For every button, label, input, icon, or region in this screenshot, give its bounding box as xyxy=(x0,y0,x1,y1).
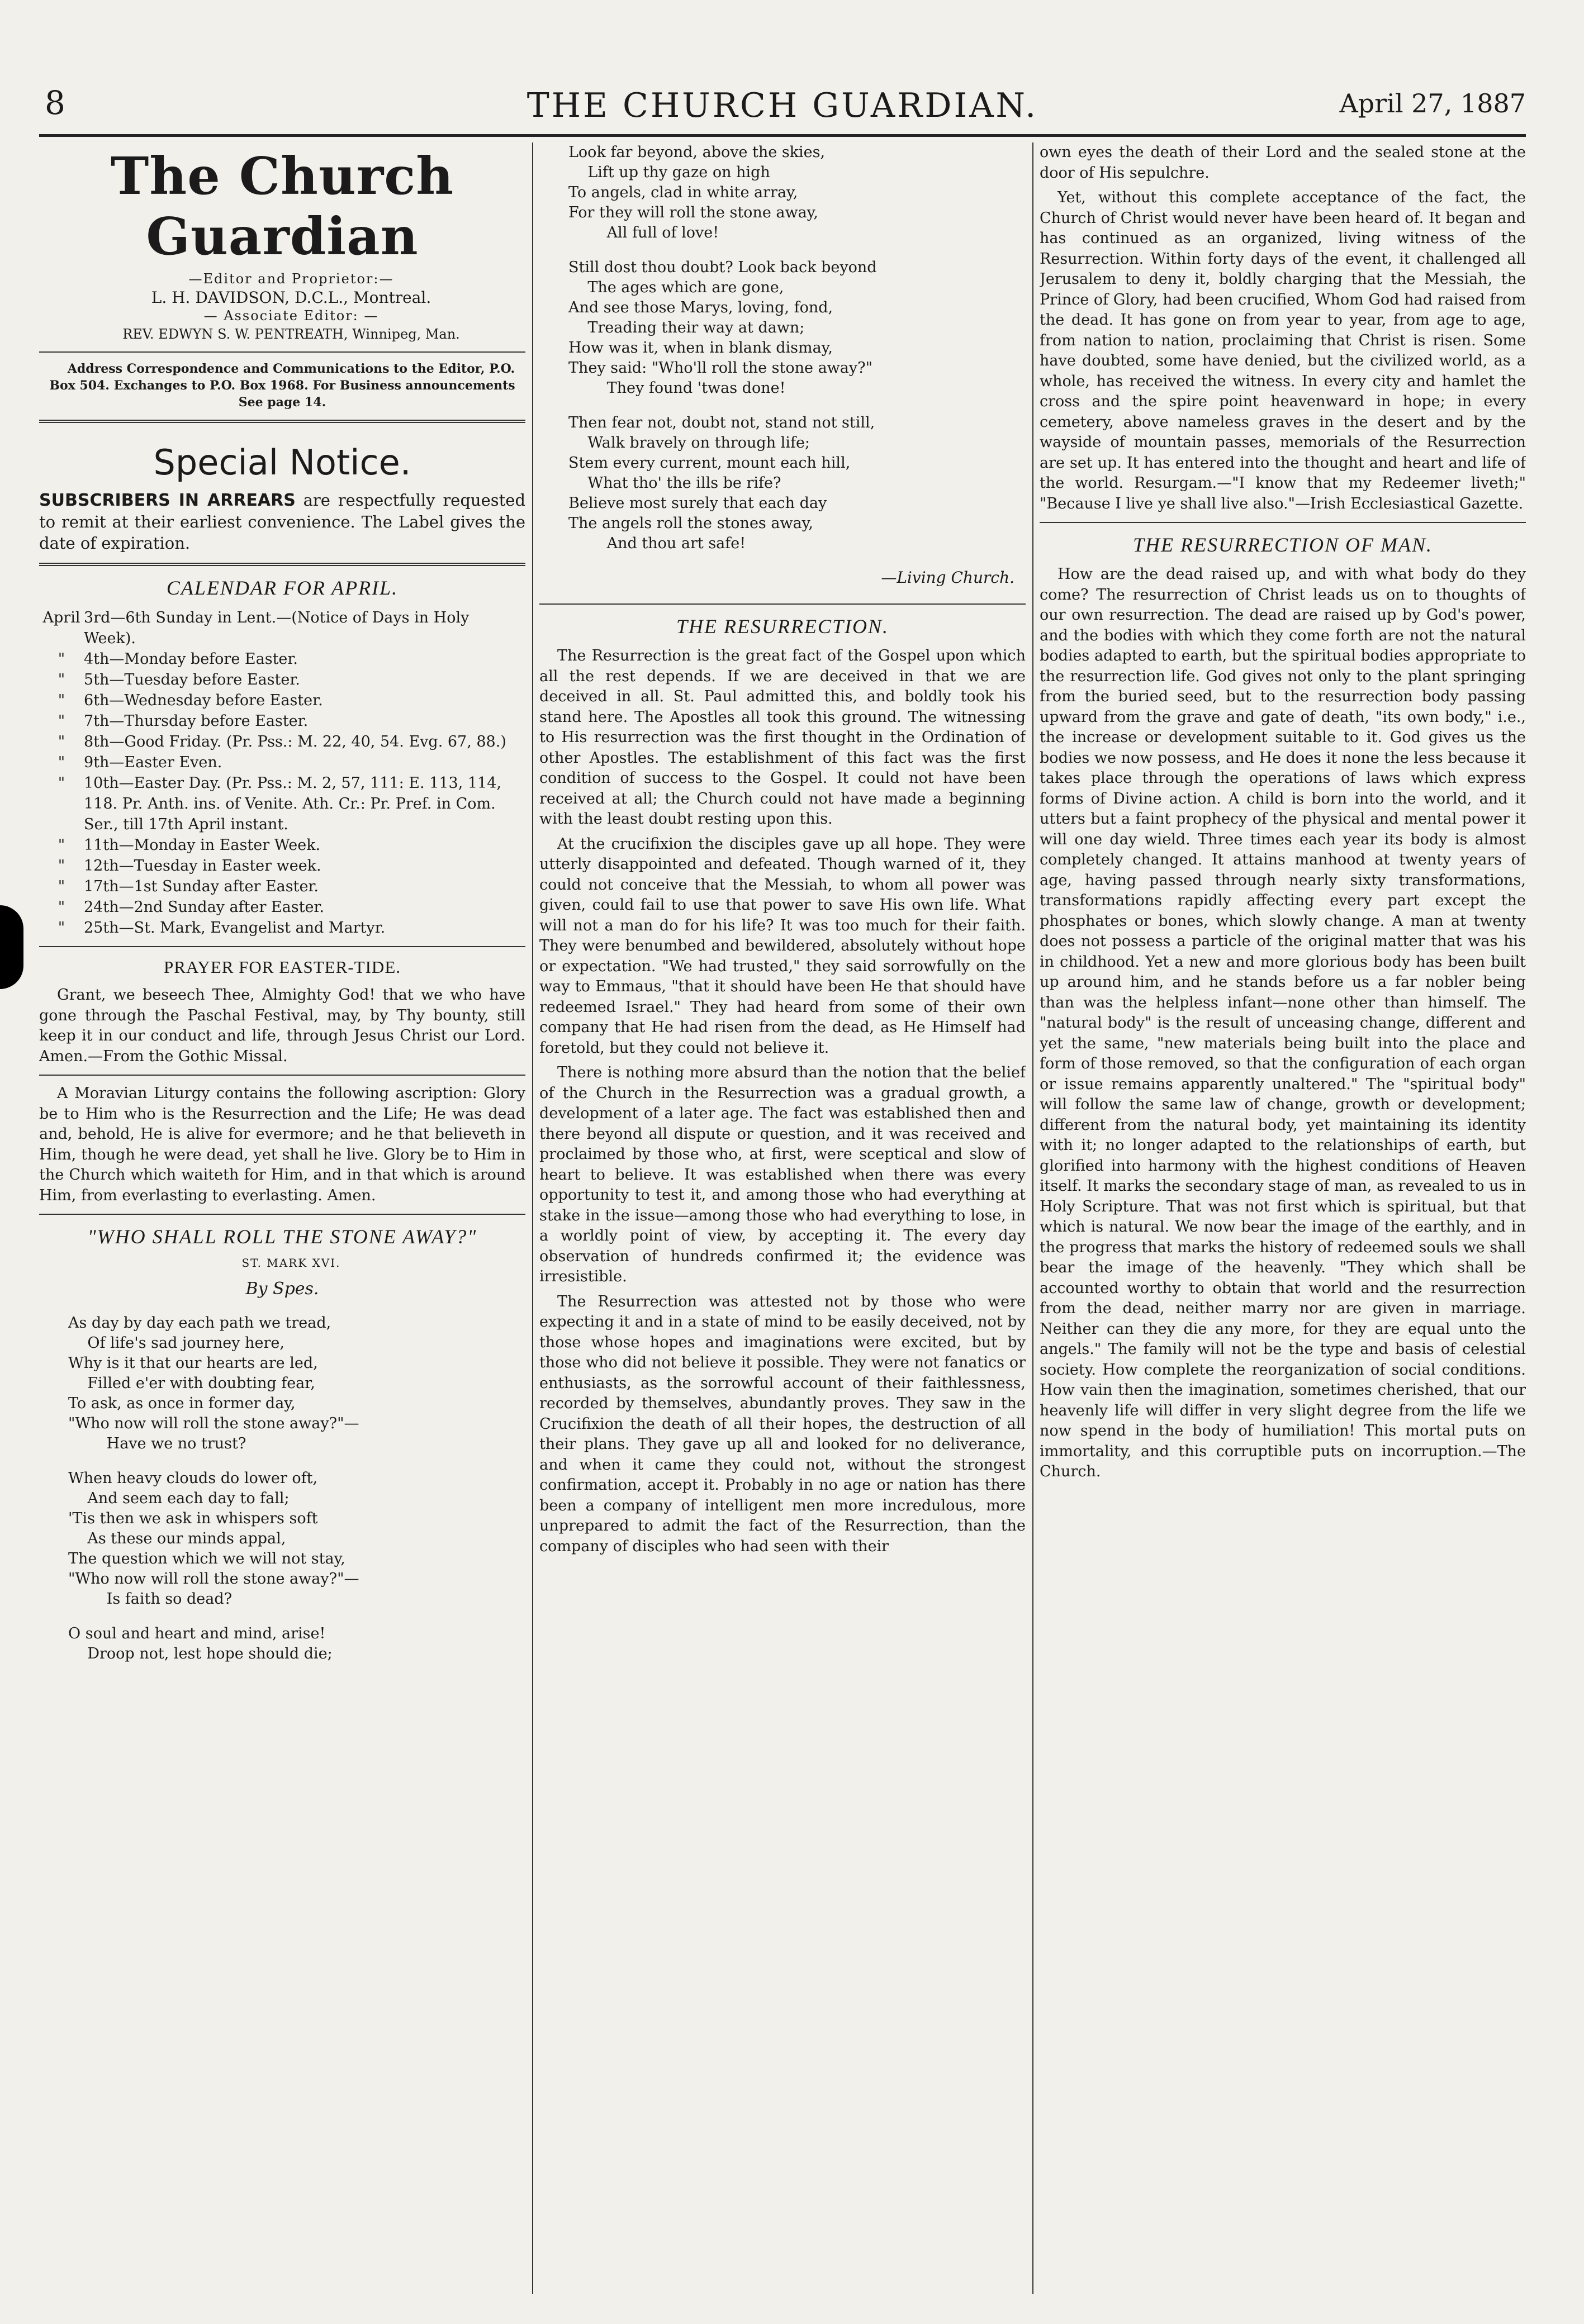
notice-title: Special Notice. xyxy=(153,442,411,483)
poem-line: Believe most surely that each day xyxy=(568,495,827,512)
calendar-row-text: 4th—Monday before Easter. xyxy=(84,650,298,668)
poem-line: And see those Marys, loving, fond, xyxy=(568,299,833,316)
calendar-row-text: 5th—Tuesday before Easter. xyxy=(84,671,300,688)
notice-lead: SUBSCRIBERS IN ARREARS xyxy=(39,491,296,510)
calendar-row-label: " xyxy=(58,919,65,937)
poem-line: When heavy clouds do lower oft, xyxy=(68,1469,318,1487)
editor-name: L. H. DAVIDSON, D.C.L., Montreal. xyxy=(151,288,431,307)
poem-stanza xyxy=(50,1624,525,1664)
resurrection-of-man-title: THE RESURRECTION OF MAN. xyxy=(1133,534,1433,556)
associate-name: REV. EDWYN S. W. PENTREATH, Winnipeg, Man. xyxy=(122,326,460,342)
calendar-row-text: 12th—Tuesday in Easter week. xyxy=(84,857,321,875)
column-divider xyxy=(532,142,533,2294)
article-paragraph: own eyes the death of their Lord and the sealed stone at the door of His sepulchre. xyxy=(1040,144,1526,182)
calendar-row xyxy=(39,607,525,649)
poem-line: "Who now will roll the stone away?"— xyxy=(68,1570,359,1588)
calendar-row xyxy=(39,690,525,711)
article-paragraph: At the crucifixion the disciples gave up all hope. They were utterly disappointed and defeated. Though warned of it, they could not conceive that the Messiah, to whom all power was given, could fail to use that power to save His own life. What will not a man do for his life? It was too much for their faith. They were benumbed and bewildered, absolutely without hope or expectation. "We had trusted," they said sorrowfully on the way to Emmaus, "that it should have been He that should have redeemed Israel." They had heard from some of their own company that He had risen from the dead, as He Himself had foretold, but they could not believe it. xyxy=(539,835,1026,1057)
poem-line: As these our minds appal, xyxy=(68,1529,286,1547)
poem-line: Of life's sad journey here, xyxy=(68,1334,284,1352)
poem-line: To angels, clad in white array, xyxy=(568,184,798,201)
calendar-row-text: 7th—Thursday before Easter. xyxy=(84,712,309,730)
calendar-row xyxy=(39,835,525,856)
calendar-row-label: " xyxy=(58,878,65,895)
masthead-title: The Church Guardian xyxy=(110,146,454,267)
ink-blot xyxy=(0,905,23,989)
calendar-row-text: 9th—Easter Even. xyxy=(84,754,222,771)
poem-stanza xyxy=(551,258,1026,398)
calendar-list xyxy=(39,607,525,938)
editor-label: —Editor and Proprietor:— xyxy=(188,271,394,287)
column-3 xyxy=(1040,142,1526,2294)
poem-line: And seem each day to fall; xyxy=(68,1489,290,1507)
poem-line: As day by day each path we tread, xyxy=(68,1314,331,1332)
poem-line: What tho' the ills be rife? xyxy=(568,474,781,492)
poem-line: They found 'twas done! xyxy=(568,379,786,397)
column-2 xyxy=(539,142,1026,2294)
poem-line: Is faith so dead? xyxy=(68,1590,233,1608)
poem-line: Look far beyond, above the skies, xyxy=(568,144,826,161)
calendar-row-text: 17th—1st Sunday after Easter. xyxy=(84,878,319,895)
article-paragraph: How are the dead raised up, and with what body do they come? The resurrection of Christ leads us on to thoughts of our own resurrection. The dead are raised up by God's power, and the bodies with which they come forth are not the natural bodies adapted to earth, but the spiritual bodies appropriate to the resurrection life. God gives not only to the plant springing from the buried seed, but to the resurrection body passing upward from the grave and gate of death, "its own body," i.e., the increase or development suitable to it. God gives us the bodies we now possess, and He does it none the less because it takes place through the operations of laws which express forms of Divine action. A child is born into the world, and it utters but a faint prophecy of the physical and mental power it will one day wield. Three times each year its body is almost completely changed. It attains manhood at twenty years of age, having passed through nearly sixty transformations, transformations rapidly affecting every part except the phosphates or bones, which slowly change. A man at twenty does not possess a particle of the original matter that was his in childhood. Yet a new and more glorious body has been built up around him, and he stands before us a far nobler being than was the helpless infant—none other than himself. The "natural body" is the result of unceasing change, different and yet the same, "new materials being built into the place and form of those removed, so that the configuration of each organ or issue remains apparently unaltered." The "spiritual body" will follow the same law of change, growth or development; different from the natural body, yet maintaining its identity with it; no longer adapted to the relationships of earth, but glorified into harmony with the highest conditions of Heaven itself. It marks the secondary stage of man, as revealed to us in Holy Scripture. That was not first which is spiritual, but that which is natural. We now bear the image of the earthly, and in the progress that marks the history of redeemed souls we shall bear the image of the heavenly. "They which shall be accounted worthy to obtain that world and the resurrection from the dead, neither marry nor are given in marriage. Neither can they die any more, for they are equal unto the angels." The family will not be the type and basis of celestial society. How complete the reorganization of social conditions. How vain then the imagination, sometimes cherished, that our heavenly life will differ in very slight degree from the life we now spend in the body of humiliation! This mortal puts on immortality, and this corruptible puts on incorruption.—The Church. xyxy=(1040,565,1526,1480)
calendar-row xyxy=(39,711,525,731)
double-rule xyxy=(39,563,525,566)
calendar-row-label: " xyxy=(58,754,65,771)
poem-stanza xyxy=(50,1313,525,1454)
prayer-text: Grant, we beseech Thee, Almighty God! that we who have gone through the Paschal Festival, may, by Thy bounty, still keep it in our conduct and life, through Jesus Christ our Lord. Amen.—From the Gothic Missal. xyxy=(39,986,525,1065)
poem-line: Filled e'er with doubting fear, xyxy=(68,1374,315,1392)
resurrection-title: THE RESURRECTION. xyxy=(676,615,889,638)
calendar-title: CALENDAR FOR APRIL. xyxy=(166,577,399,599)
calendar-row-label: " xyxy=(58,774,65,792)
notice-text xyxy=(39,489,525,554)
poem-line: All full of love! xyxy=(568,224,719,241)
article-paragraph: There is nothing more absurd than the notion that the belief of the Church in the Resurrection was a gradual growth, a development of a later age. The fact was established then and there beyond all dispute or question, and it was received and proclaimed by those who, at first, were sceptical and slow of heart to believe. It was established when there was every opportunity to test it, and among those who had everything at stake in the issue—among those who had everything to lose, in a worldly point of view, by accepting it. The every day observation of hundreds confirmed it; the evidence was irresistible. xyxy=(539,1064,1026,1285)
calendar-row xyxy=(39,669,525,690)
address-notice: Address Correspondence and Communications to the Editor, P.O. Box 504. Exchanges to P.O. Box 1968. For Business announcements See page 14. xyxy=(49,362,515,410)
poem-line: Lift up thy gaze on high xyxy=(568,164,770,181)
poem-attribution: —Living Church. xyxy=(881,568,1014,587)
rule xyxy=(39,351,525,353)
poem-line: O soul and heart and mind, arise! xyxy=(68,1624,326,1642)
poem-line: Still dost thou doubt? Look back beyond xyxy=(568,259,877,276)
poem-line: Why is it that our hearts are led, xyxy=(68,1354,318,1372)
calendar-row-label: " xyxy=(58,671,65,688)
header-rule xyxy=(39,134,1526,137)
poem-part-2 xyxy=(539,142,1026,554)
rule xyxy=(39,946,525,947)
poem-title: "WHO SHALL ROLL THE STONE AWAY?" xyxy=(87,1225,477,1248)
poem-stanza xyxy=(551,413,1026,554)
page-header xyxy=(39,84,1526,134)
poem-line: Then fear not, doubt not, stand not still, xyxy=(568,414,875,431)
rule xyxy=(1040,522,1526,523)
issue-date: April 27, 1887 xyxy=(1339,88,1526,118)
calendar-row-label: " xyxy=(58,692,65,709)
calendar-row-text: 8th—Good Friday. (Pr. Pss.: M. 22, 40, 54. Evg. 67, 88.) xyxy=(84,733,506,750)
calendar-row-text: 6th—Wednesday before Easter. xyxy=(84,692,323,709)
calendar-row-text: 11th—Monday in Easter Week. xyxy=(84,837,321,854)
poem-line: "Who now will roll the stone away?"— xyxy=(68,1414,359,1432)
poem-part-1 xyxy=(39,1313,525,1664)
calendar-row-label: " xyxy=(58,712,65,730)
poem-line: The angels roll the stones away, xyxy=(568,515,813,532)
notice-rest: are respectfully requested to remit at their earliest convenience. The Label gives the date of expiration. xyxy=(39,491,525,553)
rule xyxy=(539,603,1026,605)
poem-line: And thou art safe! xyxy=(568,535,746,552)
poem-line: They said: "Who'll roll the stone away?" xyxy=(568,359,873,377)
poem-stanza xyxy=(50,1468,525,1609)
poem-line: Droop not, lest hope should die; xyxy=(68,1645,333,1662)
poem-line: Treading their way at dawn; xyxy=(568,319,805,336)
calendar-row xyxy=(39,773,525,835)
calendar-row xyxy=(39,918,525,938)
calendar-row-text: 3rd—6th Sunday in Lent.—(Notice of Days in Holy Week). xyxy=(84,609,469,647)
poem-line: To ask, as once in former day, xyxy=(68,1394,296,1412)
special-notice xyxy=(39,442,525,554)
poem-byline: By Spes. xyxy=(245,1279,319,1299)
article-paragraph: The Resurrection was attested not by those who were expecting it and in a state of mind to be easily deceived, not by those whose hopes and imaginations were excited, but by those who did not believe it possible. They were not fanatics or enthusiasts, as the sorrowful account of their faithlessness, recorded by themselves, abundantly proves. They saw in the Crucifixion the death of all their hopes, the destruction of all their plans. They gave up all and looked for no deliverance, and when it came they could not, without the strongest confirmation, accept it. Probably in no age or nation has there been a company of intelligent men more incredulous, more unprepared to admit the fact of the Resurrection, than the company of disciples who had seen with their xyxy=(539,1292,1026,1555)
calendar-row-text: 10th—Easter Day. (Pr. Pss.: M. 2, 57, 111: E. 113, 114, 118. Pr. Anth. ins. of Venite. Ath. Cr.: Pr. Pref. in Com. Ser., till 17th April instant. xyxy=(84,774,501,833)
poem-line: How was it, when in blank dismay, xyxy=(568,339,833,357)
moravian-text: A Moravian Liturgy contains the following ascription: Glory be to Him who is the Resurrection and the Life; He was dead and, behold, He is alive for evermore; and he that believeth in Him, though he were dead, yet shall he live. Glory be to Him in the Church which waiteth for Him, and in that which is around Him, from everlasting to everlasting. Amen. xyxy=(39,1085,525,1204)
prayer-title: PRAYER FOR EASTER-TIDE. xyxy=(163,957,401,977)
calendar-row xyxy=(39,731,525,752)
poem-reference: ST. MARK XVI. xyxy=(241,1256,341,1270)
calendar-row xyxy=(39,897,525,918)
rule xyxy=(39,1214,525,1215)
page-number: 8 xyxy=(45,84,65,122)
calendar-row-label: " xyxy=(58,733,65,750)
calendar-row-label: " xyxy=(58,837,65,854)
calendar-row xyxy=(39,649,525,669)
poem-line: The question which we will not stay, xyxy=(68,1550,345,1567)
resurrection-article-continued xyxy=(1040,142,1526,514)
double-rule xyxy=(39,420,525,423)
poem-line: Stem every current, mount each hill, xyxy=(568,454,851,472)
calendar-row-label: April xyxy=(42,609,80,626)
poem-line: For they will roll the stone away, xyxy=(568,204,818,221)
newspaper-running-title: THE CHURCH GUARDIAN. xyxy=(527,86,1038,125)
column-divider xyxy=(1032,142,1033,2294)
poem-line: Have we no trust? xyxy=(68,1434,246,1452)
calendar-row xyxy=(39,752,525,773)
article-paragraph: Yet, without this complete acceptance of the fact, the Church of Christ would never have been heard of. It began and has continued as an organized, living witness of the Resurrection. Within forty days of the event, it challenged all Jerusalem to deny it, boldly charging that the Messiah, the Prince of Glory, had been crucified, Whom God had raised from the dead. It has gone on from year to year, from age to age, from nation to nation, proclaiming that Christ is risen. Some have doubted, some have denied, but the civilized world, as a whole, has received the witness. In every city and hamlet the cross and the spire point heavenward in hope; in every cemetery, above nameless graves in the desert and by the wayside of mountain passes, memorials of the Resurrection are set up. It has entered into the thought and heart and life of the world. Resurgam.—"I know that my Redeemer liveth;" "Because I live ye shall live also."—Irish Ecclesiastical Gazette. xyxy=(1040,189,1526,512)
article-paragraph: The Resurrection is the great fact of the Gospel upon which all the rest depends. If we are deceived in that we are deceived in all. St. Paul admitted this, and boldly took his stand here. The Apostles all took this ground. The witnessing to His resurrection was the first thought in the Ordination of other Apostles. The establishment of this fact was the first condition of success to the Gospel. It could not have been received at all; the Church could not have made a beginning with the least doubt resting upon this. xyxy=(539,647,1026,828)
resurrection-article xyxy=(539,646,1026,1557)
column-1 xyxy=(39,142,525,2294)
poem-line: The ages which are gone, xyxy=(568,279,784,296)
calendar-row-label: " xyxy=(58,857,65,875)
calendar-row-text: 24th—2nd Sunday after Easter. xyxy=(84,899,324,916)
rule xyxy=(39,1075,525,1076)
calendar-row-label: " xyxy=(58,650,65,668)
resurrection-of-man-article xyxy=(1040,564,1526,1482)
calendar-row xyxy=(39,856,525,876)
calendar-row-text: 25th—St. Mark, Evangelist and Martyr. xyxy=(84,919,386,937)
poem-stanza xyxy=(551,142,1026,243)
calendar-row xyxy=(39,876,525,897)
poem-line: Walk bravely on through life; xyxy=(568,434,810,452)
calendar-row-label: " xyxy=(58,899,65,916)
associate-label: — Associate Editor: — xyxy=(203,308,379,324)
poem-line: 'Tis then we ask in whispers soft xyxy=(68,1509,318,1527)
